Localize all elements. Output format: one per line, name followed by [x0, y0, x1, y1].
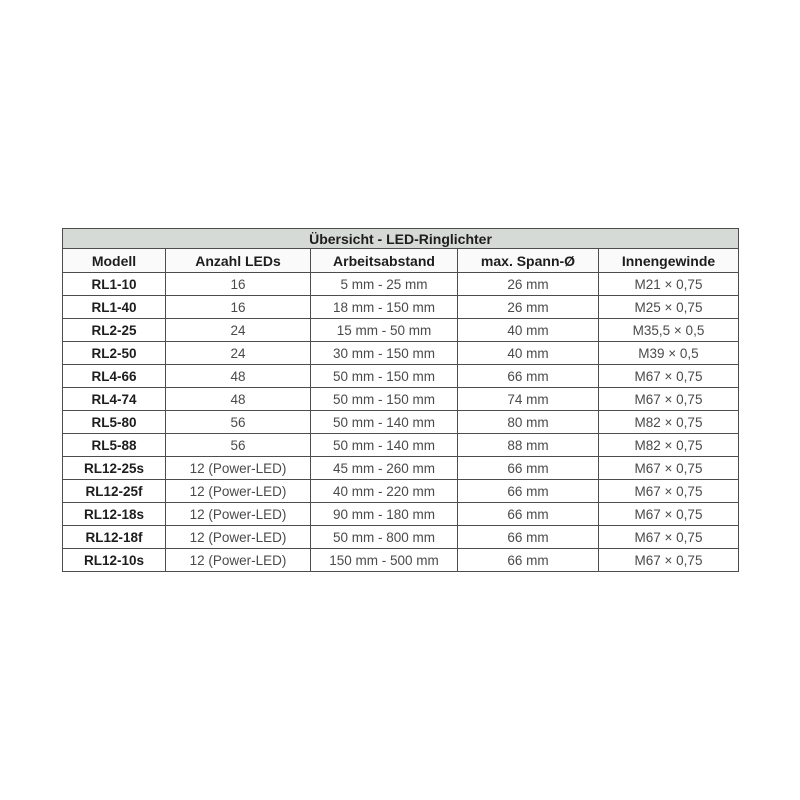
value-cell: M25 × 0,75	[599, 296, 739, 319]
value-cell: M67 × 0,75	[599, 503, 739, 526]
value-cell: 50 mm - 800 mm	[311, 526, 458, 549]
column-header-modell: Modell	[63, 249, 166, 273]
value-cell: M67 × 0,75	[599, 457, 739, 480]
value-cell: 66 mm	[458, 457, 599, 480]
model-cell: RL1-40	[63, 296, 166, 319]
value-cell: 88 mm	[458, 434, 599, 457]
value-cell: 40 mm - 220 mm	[311, 480, 458, 503]
table-row	[63, 388, 739, 411]
table-row	[63, 457, 739, 480]
model-cell: RL4-66	[63, 365, 166, 388]
value-cell: M67 × 0,75	[599, 388, 739, 411]
value-cell: 45 mm - 260 mm	[311, 457, 458, 480]
table-row	[63, 503, 739, 526]
value-cell: 16	[166, 273, 311, 296]
value-cell: M67 × 0,75	[599, 480, 739, 503]
table-row	[63, 342, 739, 365]
column-header-anzahl-leds: Anzahl LEDs	[166, 249, 311, 273]
model-cell: RL5-80	[63, 411, 166, 434]
value-cell: 12 (Power-LED)	[166, 526, 311, 549]
table-row	[63, 411, 739, 434]
column-header-max-spann: max. Spann-Ø	[458, 249, 599, 273]
table-title: Übersicht - LED-Ringlichter	[63, 229, 739, 249]
model-cell: RL1-10	[63, 273, 166, 296]
value-cell: M67 × 0,75	[599, 365, 739, 388]
value-cell: 66 mm	[458, 503, 599, 526]
table-row	[63, 480, 739, 503]
column-header-row	[63, 249, 739, 273]
table-body	[63, 273, 739, 572]
column-header-innengewinde: Innengewinde	[599, 249, 739, 273]
value-cell: 12 (Power-LED)	[166, 480, 311, 503]
value-cell: 40 mm	[458, 342, 599, 365]
value-cell: 48	[166, 365, 311, 388]
model-cell: RL2-25	[63, 319, 166, 342]
model-cell: RL4-74	[63, 388, 166, 411]
value-cell: M39 × 0,5	[599, 342, 739, 365]
value-cell: 12 (Power-LED)	[166, 549, 311, 572]
value-cell: 26 mm	[458, 273, 599, 296]
model-cell: RL12-10s	[63, 549, 166, 572]
table-row	[63, 434, 739, 457]
value-cell: M21 × 0,75	[599, 273, 739, 296]
value-cell: M82 × 0,75	[599, 434, 739, 457]
value-cell: 66 mm	[458, 480, 599, 503]
table-row	[63, 526, 739, 549]
value-cell: 50 mm - 140 mm	[311, 411, 458, 434]
value-cell: 26 mm	[458, 296, 599, 319]
table-row	[63, 365, 739, 388]
value-cell: M35,5 × 0,5	[599, 319, 739, 342]
value-cell: 150 mm - 500 mm	[311, 549, 458, 572]
value-cell: 66 mm	[458, 365, 599, 388]
value-cell: 50 mm - 150 mm	[311, 365, 458, 388]
model-cell: RL12-25s	[63, 457, 166, 480]
value-cell: 50 mm - 140 mm	[311, 434, 458, 457]
value-cell: 12 (Power-LED)	[166, 503, 311, 526]
value-cell: 56	[166, 411, 311, 434]
value-cell: 12 (Power-LED)	[166, 457, 311, 480]
value-cell: 66 mm	[458, 526, 599, 549]
value-cell: M82 × 0,75	[599, 411, 739, 434]
value-cell: 50 mm - 150 mm	[311, 388, 458, 411]
model-cell: RL12-18s	[63, 503, 166, 526]
value-cell: 90 mm - 180 mm	[311, 503, 458, 526]
value-cell: 80 mm	[458, 411, 599, 434]
table-row	[63, 549, 739, 572]
model-cell: RL2-50	[63, 342, 166, 365]
value-cell: M67 × 0,75	[599, 549, 739, 572]
value-cell: 30 mm - 150 mm	[311, 342, 458, 365]
value-cell: 24	[166, 319, 311, 342]
value-cell: 48	[166, 388, 311, 411]
value-cell: 18 mm - 150 mm	[311, 296, 458, 319]
table-row	[63, 273, 739, 296]
table-row	[63, 296, 739, 319]
value-cell: M67 × 0,75	[599, 526, 739, 549]
model-cell: RL5-88	[63, 434, 166, 457]
value-cell: 5 mm - 25 mm	[311, 273, 458, 296]
value-cell: 74 mm	[458, 388, 599, 411]
model-cell: RL12-25f	[63, 480, 166, 503]
value-cell: 66 mm	[458, 549, 599, 572]
title-row	[63, 229, 739, 249]
table-row	[63, 319, 739, 342]
column-header-arbeitsabstand: Arbeitsabstand	[311, 249, 458, 273]
value-cell: 56	[166, 434, 311, 457]
value-cell: 40 mm	[458, 319, 599, 342]
value-cell: 16	[166, 296, 311, 319]
value-cell: 24	[166, 342, 311, 365]
value-cell: 15 mm - 50 mm	[311, 319, 458, 342]
model-cell: RL12-18f	[63, 526, 166, 549]
led-ringlight-spec-table	[62, 228, 739, 572]
